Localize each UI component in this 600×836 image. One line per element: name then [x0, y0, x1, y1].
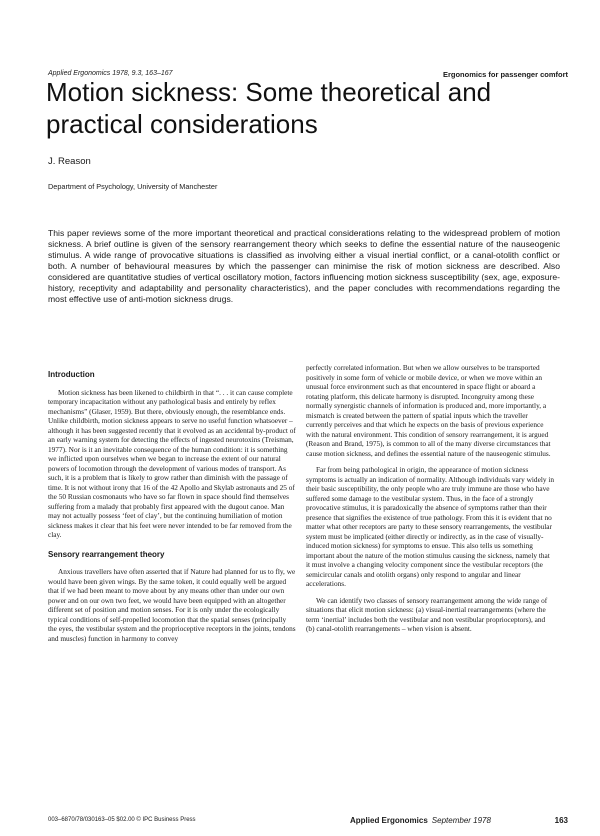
left-column	[48, 370, 296, 650]
section-tag: Ergonomics for passenger comfort	[442, 70, 568, 79]
right-column	[306, 363, 554, 641]
footer-journal-name: Applied Ergonomics	[350, 816, 428, 825]
author-name: J. Reason	[48, 156, 91, 167]
body-paragraph-2: Far from being pathological in origin, the appearance of motion sickness symptoms is actually an indication of normality. Although individuals vary widely in their basic susceptibility, the only people who are truly immune are those who have suffered some damage to the vestibular system. Thus, in the face of a strongly provocative stimulus, it is paradoxically the absence of symptoms rather than their presence that signifies the existence of true pathology. From this it is evident that no matter what other receptors are party to these sensory rearrangements, the vestibular system must be implicated (either directly or indirectly, as in the case of visually-induced motion sickness) for symptoms to ensue. This also tells us something important about the nature of the motion stimulus causing the sickness, namely that it must involve a changing velocity component since the vestibular receptors (the semicircular canals and otolith organs) only respond to angular and linear accelerations.	[306, 465, 554, 588]
abstract: This paper reviews some of the more important theoretical and practical considerations relating to the widespread problem of motion sickness. A brief outline is given of the sensory rearrangement theory which seeks to define the essential nature of the nauseogenic stimulus. A wide range of provocative situations is classified as involving either a visual inertial conflict, or a canal-otolith conflict or both. A number of behavioural measures by which the passenger can minimise the risk of motion sickness are described. Also considered are quantitative studies of vertical oscillatory motion, factors influencing motion sickness susceptibility (sex, age, exposure-history, receptivity and adaptability and personality characteristics), and the paper concludes with recommendations regarding the most effective use of anti-motion sickness drugs.	[48, 228, 560, 304]
body-paragraph-3: We can identify two classes of sensory rearrangement among the wide range of situations that elicit motion sickness: (a) visual-inertial rearrangements (where the term ‘inertial’ includes both the vestibular and non vestibular proprioceptors), and (b) canal-otolith rearrangements – when vision is absent.	[306, 595, 548, 633]
introduction-paragraph: Motion sickness has been likened to childbirth in that “. . . it can cause complete temporary incapacitation without any pathological basis and entirely by reflex mechanisms” (Glaser, 1959). But there, obviously enough, the resemblance ends. Unlike childbirth, motion sickness appears to serve no useful function whatsoever – although it has been suggested recently that it evolved as an accidental by-product of an early warning system for detecting the effects of ingested neurotoxins (Treisman, 1977). Nor is it an inevitable consequence of the human condition: it is something we inflicted upon ourselves when we began to increase the extent of our natural powers of locomotion through the development of various modes of transport. As such, it is a problem that is likely to grow rather than diminish with the passage of time. It is not without irony that 16 of the 42 Apollo and Skylab astronauts and 25 of the 50 Russian cosmonauts who have so far flown in space should find themselves suffering from a malady that probably first appeared with the dugout canoe. Man may not actually possess ‘feet of clay’, but the continuing humiliation of motion sickness makes it clear that his feet were never intended to be far removed from the clay.	[48, 387, 296, 539]
page-number: 163	[554, 816, 568, 825]
body-paragraph-1: perfectly correlated information. But when we allow ourselves to be transported positively in some form of vehicle or mobile device, or when we move within an unusual force environment such as that encountered in space flight or aboard a rotating platform, this delicate harmony is disrupted. Incongruity among these normally synergistic channels of information is produced and, more importantly, a mismatch is created between the pattern of spatial inputs which the traveller currently perceives and that which he expects on the basis of previous experience with the natural environment. This condition of sensory rearrangement, it is argued (Reason and Brand, 1975), is common to all of the many diverse circumstances that cause motion sickness, and defines the essential nature of the nauseogenic stimulus.	[306, 363, 551, 458]
footer-issue: September 1978	[431, 816, 491, 825]
journal-reference: Applied Ergonomics 1978, 9.3, 163–167	[48, 70, 173, 77]
article-title: Motion sickness: Some theoretical and practical considerations	[46, 77, 492, 139]
introduction-heading: Introduction	[48, 370, 95, 379]
theory-heading: Sensory rearrangement theory	[48, 549, 165, 559]
footer-journal	[350, 816, 491, 825]
footer-codes: 003–6870/78/030163–05 $02.00 © IPC Business Press	[48, 817, 196, 823]
author-affiliation: Department of Psychology, University of Manchester	[48, 182, 218, 191]
theory-paragraph: Anxious travellers have often asserted that if Nature had planned for us to fly, we would have been given wings. By the same token, it could equally well be argued that if we had been meant to move about by any means other than under our own power and on our own two feet, we would have been equipped with an altogether different set of position and motion senses. For it is only under the ecologically typical conditions of self-propelled locomotion that the spatial senses (principally the eyes, the vestibular system and the proprioceptive receptors in the joints, tendons and muscles) function in harmony to convey	[48, 567, 296, 643]
